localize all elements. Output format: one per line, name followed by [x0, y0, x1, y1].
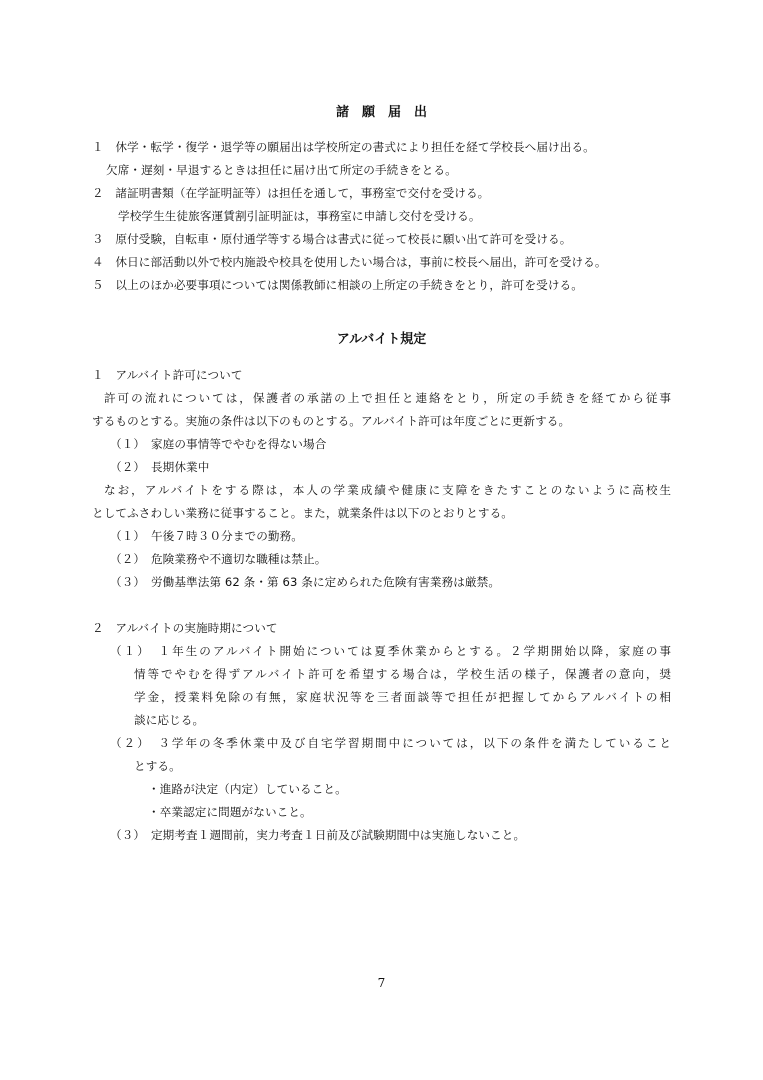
rule-item: （３） 定期考査１週間前，実力考査１日前及び試験期間中は実施しないこと。: [110, 828, 526, 842]
list-item: 学校学生生徒旅客運賃割引証明証は，事務室に申請し交付を受ける。: [118, 209, 481, 223]
paragraph-line: するものとする。実施の条件は以下のものとする。アルバイト許可は年度ごとに更新する。: [92, 414, 571, 428]
bullet-item: ・進路が決定（内定）していること。: [148, 782, 347, 796]
paragraph-line: 情等でやむを得ずアルバイト許可を希望する場合は，学校生活の様子，保護者の意向，奨: [134, 667, 671, 681]
paragraph-line: 許可の流れについては，保護者の承諾の上で担任と連絡をとり，所定の手続きを経てから従事: [104, 391, 671, 405]
paragraph-line: （２） ３学年の冬季休業中及び自宅学習期間中については，以下の条件を満たしていること: [110, 736, 671, 750]
subsection-heading: ２ アルバイトの実施時期について: [92, 621, 278, 635]
condition-item: （２） 長期休業中: [110, 460, 210, 474]
subsection-heading: １ アルバイト許可について: [92, 368, 243, 382]
paragraph-line: （１） １年生のアルバイト開始については夏季休業からとする。２学期開始以降，家庭の事: [110, 644, 671, 658]
paragraph-line: 談に応じる。: [134, 713, 205, 727]
bullet-item: ・卒業認定に問題がないこと。: [148, 805, 312, 819]
section-title-parttime: アルバイト規定: [336, 332, 427, 347]
paragraph-line: なお，アルバイトをする際は，本人の学業成績や健康に支障をきたすことのないように高校生: [104, 483, 671, 497]
rule-item: （３） 労働基準法第 62 条・第 63 条に定められた危険有害業務は厳禁。: [110, 575, 501, 589]
rule-item: （１） 午後７時３０分までの勤務。: [110, 529, 303, 543]
condition-item: （１） 家庭の事情等でやむを得ない場合: [110, 437, 327, 451]
list-item: ４ 休日に部活動以外で校内施設や校具を使用したい場合は，事前に校長へ届出，許可を受ける。: [92, 255, 607, 269]
list-item: １ 休学・転学・復学・退学等の願届出は学校所定の書式により担任を経て学校長へ届け出る。: [92, 140, 595, 154]
paragraph-line: 学金，授業料免除の有無，家庭状況等を三者面談等で担任が把握してからアルバイトの相: [134, 690, 671, 704]
paragraph-line: としてふさわしい業務に従事すること。また，就業条件は以下のとおりとする。: [92, 506, 513, 520]
list-item: ５ 以上のほか必要事項については関係教師に相談の上所定の手続きをとり，許可を受ける。: [92, 278, 583, 292]
list-item: ２ 諸証明書類（在学証明証等）は担任を通して，事務室で交付を受ける。: [92, 186, 490, 200]
section-title-applications: 諸 願 届 出: [335, 105, 427, 120]
rule-item: （２） 危険業務や不適切な職種は禁止。: [110, 552, 327, 566]
list-item: ３ 原付受験，自転車・原付通学等する場合は書式に従って校長に願い出て許可を受ける。: [92, 232, 572, 246]
page-number: 7: [377, 976, 386, 990]
list-item: 欠席・遅刻・早退するときは担任に届け出て所定の手続きをとる。: [106, 163, 457, 177]
paragraph-line: とする。: [134, 759, 181, 773]
